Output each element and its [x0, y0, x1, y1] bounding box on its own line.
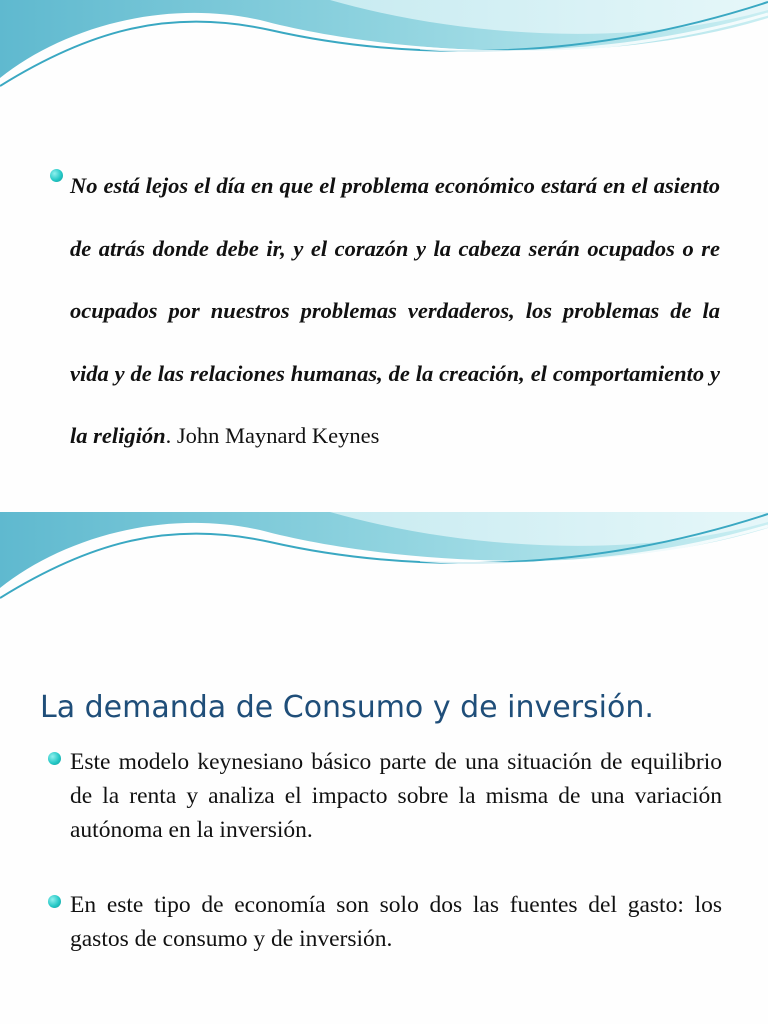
slide-demanda	[0, 512, 768, 1024]
decorative-wave-header	[0, 0, 768, 100]
quote-period: .	[165, 423, 172, 448]
bullet-icon	[48, 752, 61, 765]
quote-author: John Maynard Keynes	[171, 423, 380, 448]
keynes-quote	[70, 155, 720, 468]
decorative-wave-header	[0, 512, 768, 612]
bullet-icon	[48, 895, 61, 908]
bullet-icon	[50, 169, 63, 182]
quote-text: No está lejos el día en que el problema económico estará en el asiento de atrás donde debe ir, y el corazón y la cabeza serán ocupados o re ocupados por nuestros problemas verdaderos, los problemas de la vida y de las relaciones humanas, de la creación, el comportamiento y la religión	[70, 173, 720, 448]
bullet-text-1: Este modelo keynesiano básico parte de una situación de equilibrio de la renta y analiza el impacto sobre la misma de una variación autónoma en la inversión.	[70, 749, 722, 843]
slide-title: La demanda de Consumo y de inversión.	[40, 690, 654, 725]
bullet-text-2: En este tipo de economía son solo dos las fuentes del gasto: los gastos de consumo y de inversión.	[70, 892, 722, 952]
